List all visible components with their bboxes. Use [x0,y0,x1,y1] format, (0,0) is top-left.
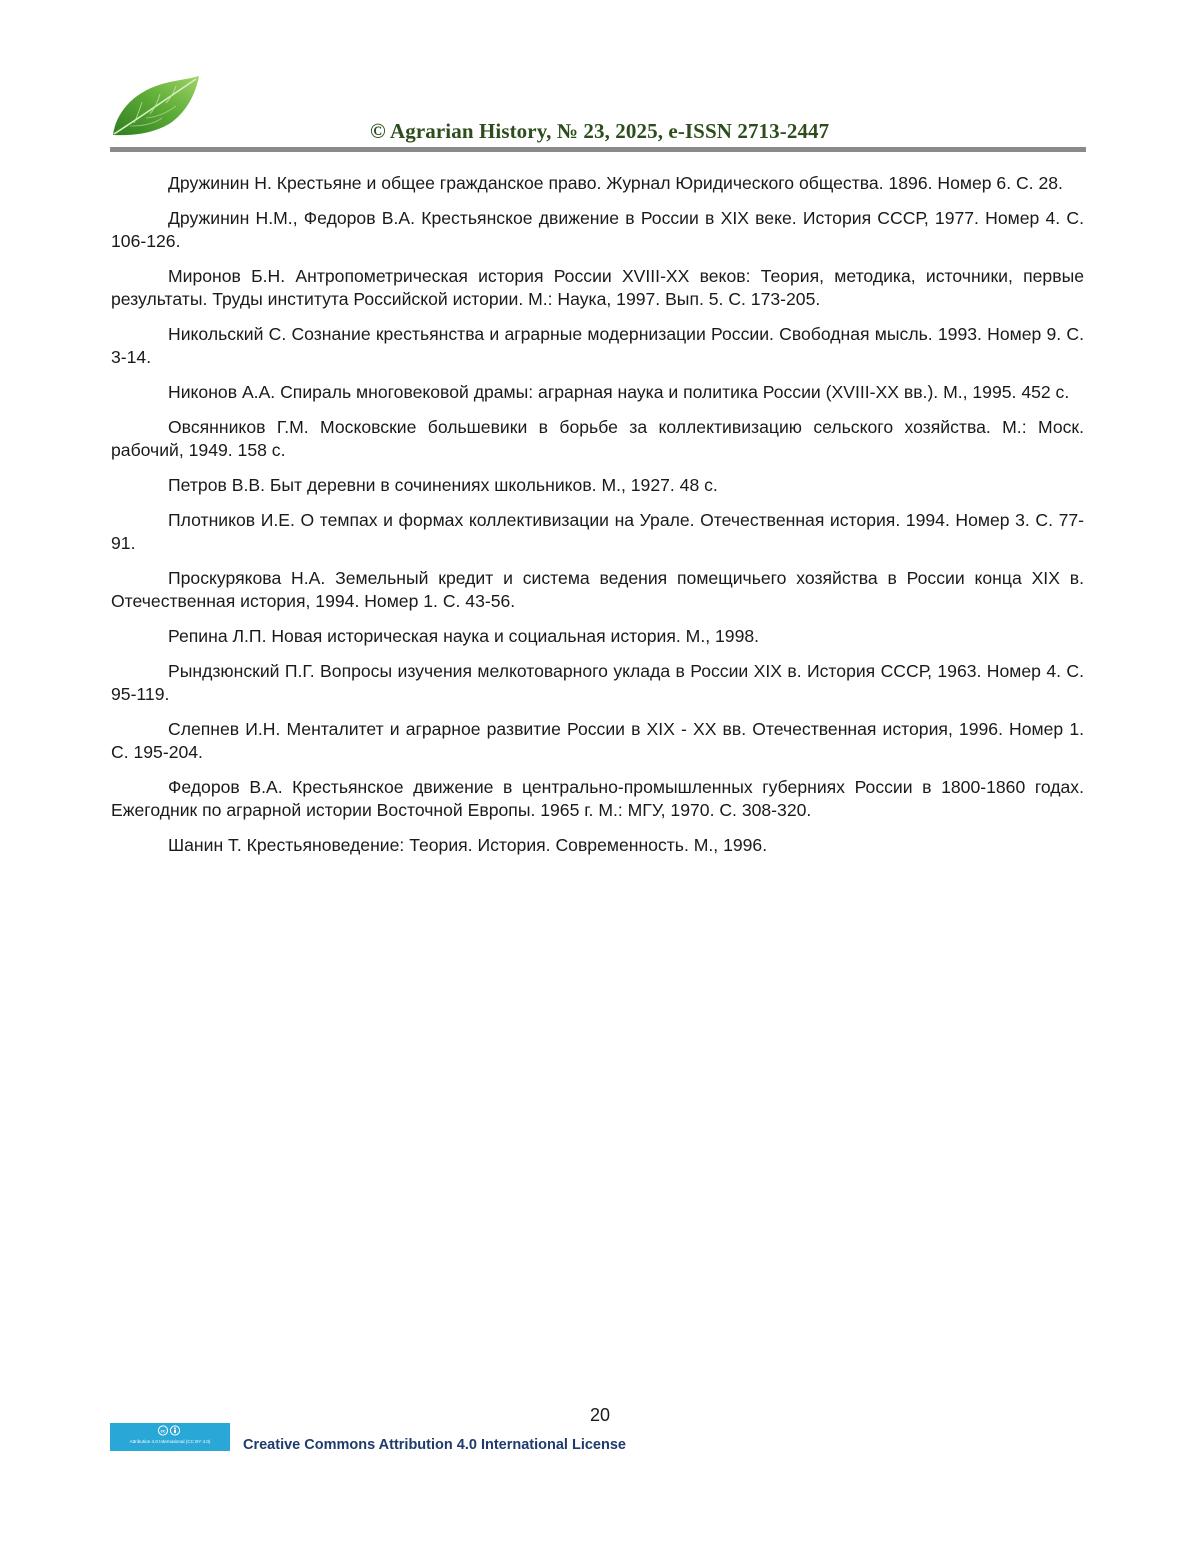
reference-item: Дружинин Н. Крестьяне и общее гражданское право. Журнал Юридического общества. 1896. Номер 6. С. 28. [168,173,1063,193]
reference-item: Дружинин Н.М., Федоров В.А. Крестьянское движение в России в XIX веке. История СССР, 1977. Номер 4. С. 106-126. [111,208,1084,251]
reference-list [111,172,1084,869]
reference-item: Петров В.В. Быт деревни в сочинениях школьников. М., 1927. 48 с. [168,475,718,495]
reference-item: Шанин Т. Крестьяноведение: Теория. История. Современность. М., 1996. [168,835,768,855]
reference-item: Рындзюнский П.Г. Вопросы изучения мелкотоварного уклада в России XIX в. История СССР, 1963. Номер 4. С. 95-119. [111,661,1084,704]
journal-title: © Agrarian History, № 23, 2025, e-ISSN 2713-2447 [370,119,830,143]
reference-item: Проскурякова Н.А. Земельный кредит и система ведения помещичьего хозяйства в России конца XIX в. Отечественная история, 1994. Номер 1. С. 43-56. [111,568,1084,611]
reference-item: Слепнев И.Н. Менталитет и аграрное развитие России в XIX - XX вв. Отечественная история, 1996. Номер 1. С. 195-204. [111,719,1084,762]
reference-item: Овсянников Г.М. Московские большевики в борьбе за коллективизацию сельского хозяйства. М.: Моск. рабочий, 1949. 158 с. [111,417,1084,460]
reference-item: Миронов Б.Н. Антропометрическая история России XVIII-XX веков: Теория, методика, источники, первые результаты. Труды института Российской истории. М.: Наука, 1997. Вып. 5. С. 173-205. [111,266,1084,309]
reference-item: Репина Л.П. Новая историческая наука и социальная история. М., 1998. [168,626,760,646]
cc-by-icon [157,1425,183,1436]
svg-text:cc: cc [160,1428,166,1434]
header-divider [110,147,1086,152]
page-header [110,70,1086,154]
cc-badge-label: Attribution 4.0 International (CC BY 4.0) [129,1439,211,1444]
reference-item: Федоров В.А. Крестьянское движение в центрально-промышленных губерниях России в 1800-1860 годах. Ежегодник по аграрной истории Восточной Европы. 1965 г. М.: МГУ, 1970. С. 308-320. [111,777,1084,820]
leaf-icon [110,74,202,138]
reference-item: Никольский С. Сознание крестьянства и аграрные модернизации России. Свободная мысль. 1993. Номер 9. С. 3-14. [111,324,1084,367]
license-link[interactable]: Creative Commons Attribution 4.0 International License [243,1437,626,1453]
cc-license-badge[interactable] [110,1423,230,1451]
page-number: 20 [589,1405,611,1425]
reference-item: Никонов А.А. Спираль многовековой драмы: аграрная наука и политика России (XVIII-XX вв.). М., 1995. 452 с. [168,382,1070,402]
reference-item: Плотников И.Е. О темпах и формах коллективизации на Урале. Отечественная история. 1994. Номер 3. С. 77-91. [111,510,1084,553]
